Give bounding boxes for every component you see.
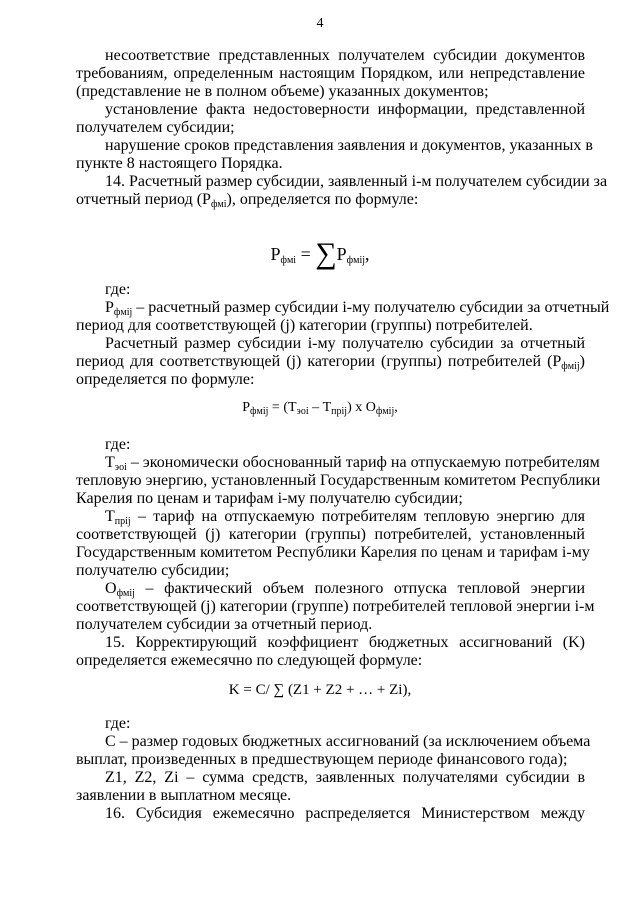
definition-line: получателем субсидии за отчетный период.: [76, 616, 373, 633]
paragraph-line: требованиям, определенным настоящим Порядком, или непредставление: [76, 65, 585, 82]
definition-line: Z1, Z2, Zi – сумма средств, заявленных получателями субсидии в: [105, 769, 585, 786]
paragraph-line: Расчетный размер субсидии i-му получателю субсидии за отчетный: [105, 335, 585, 352]
paragraph-line: получателем субсидии;: [76, 119, 235, 136]
paragraph-14-line: 14. Расчетный размер субсидии, заявленный i-м получателем субсидии за: [105, 173, 608, 190]
definition-line: Государственным комитетом Республики Карелия по ценам и тарифам i-му: [76, 544, 590, 561]
definition-line: $Т_{эоi}$ – экономически обоснованный тариф на отпускаемую потребителям: [105, 454, 600, 473]
definition-line: период для соответствующей (j) категории (группы) потребителей.: [76, 317, 533, 334]
paragraph-line: несоответствие представленных получателем субсидии документов: [105, 47, 585, 64]
paragraph-line: (представление не в полном объеме) указанных документов;: [76, 83, 489, 100]
paragraph-line: нарушение сроков представления заявления и документов, указанных в: [105, 137, 593, 154]
paragraph-16-line: 16. Субсидия ежемесячно распределяется Министерством между: [105, 805, 585, 822]
definition-line: $Р_{фмij}$ – расчетный размер субсидии i-му получателю субсидии за отчетный: [105, 299, 610, 318]
paragraph-line: период для соответствующей (j) категории (группы) потребителей $(Р_{фмij})$: [76, 353, 585, 372]
definition-line: тепловую энергию, установленный Государственным комитетом Республики: [76, 472, 601, 489]
paragraph-line: установление факта недостоверности информации, представленной: [105, 101, 585, 118]
definition-line: С – размер годовых бюджетных ассигнований (за исключением объема: [105, 733, 591, 750]
paragraph-15-line: 15. Корректирующий коэффициент бюджетных ассигнований (K): [105, 634, 585, 651]
paragraph-line: пункте 8 настоящего Порядка.: [76, 155, 283, 172]
definition-line: соответствующей (j) категории (группы) потребителей, установленный: [76, 526, 585, 543]
formula-2: $Р_{фмij} = (Т_{эоi} - Т_{прij})$ х $О_{фмij}$,: [242, 400, 398, 417]
definition-line: получателю субсидии;: [76, 562, 230, 579]
definition-line: выплат, произведенных в предшествующем периоде финансового года);: [76, 751, 568, 768]
page-number: 4: [316, 16, 324, 31]
paragraph-line: определяется по формуле:: [76, 371, 255, 388]
definition-line: $О_{фмij}$ – фактический объем полезного отпуска тепловой энергии: [105, 580, 585, 599]
paragraph-14-line: отчетный период $(Р_{фмi})$, определяется по формуле:: [76, 191, 419, 210]
sum-symbol: ∑: [315, 237, 337, 270]
paragraph-15-line: определяется ежемесячно по следующей формуле:: [76, 652, 423, 669]
definition-line: $Т_{прij}$ – тариф на отпускаемую потребителям тепловую энергию для: [105, 508, 585, 527]
definition-line: заявлении в выплатном месяце.: [76, 787, 292, 804]
where-label: где:: [105, 281, 131, 298]
where-label: где:: [105, 436, 131, 453]
where-label: где:: [105, 715, 131, 732]
definition-line: соответствующей (j) категории (группе) потребителей тепловой энергии i-м: [76, 598, 595, 615]
formula-1: $Р_{фмi} = \sum Р_{фмij}$,: [270, 237, 370, 270]
formula-3: K = C/ ∑ (Z1 + Z2 + … + Zi),: [228, 682, 412, 698]
definition-line: Карелия по ценам и тарифам i-му получателю субсидии;: [76, 490, 463, 507]
